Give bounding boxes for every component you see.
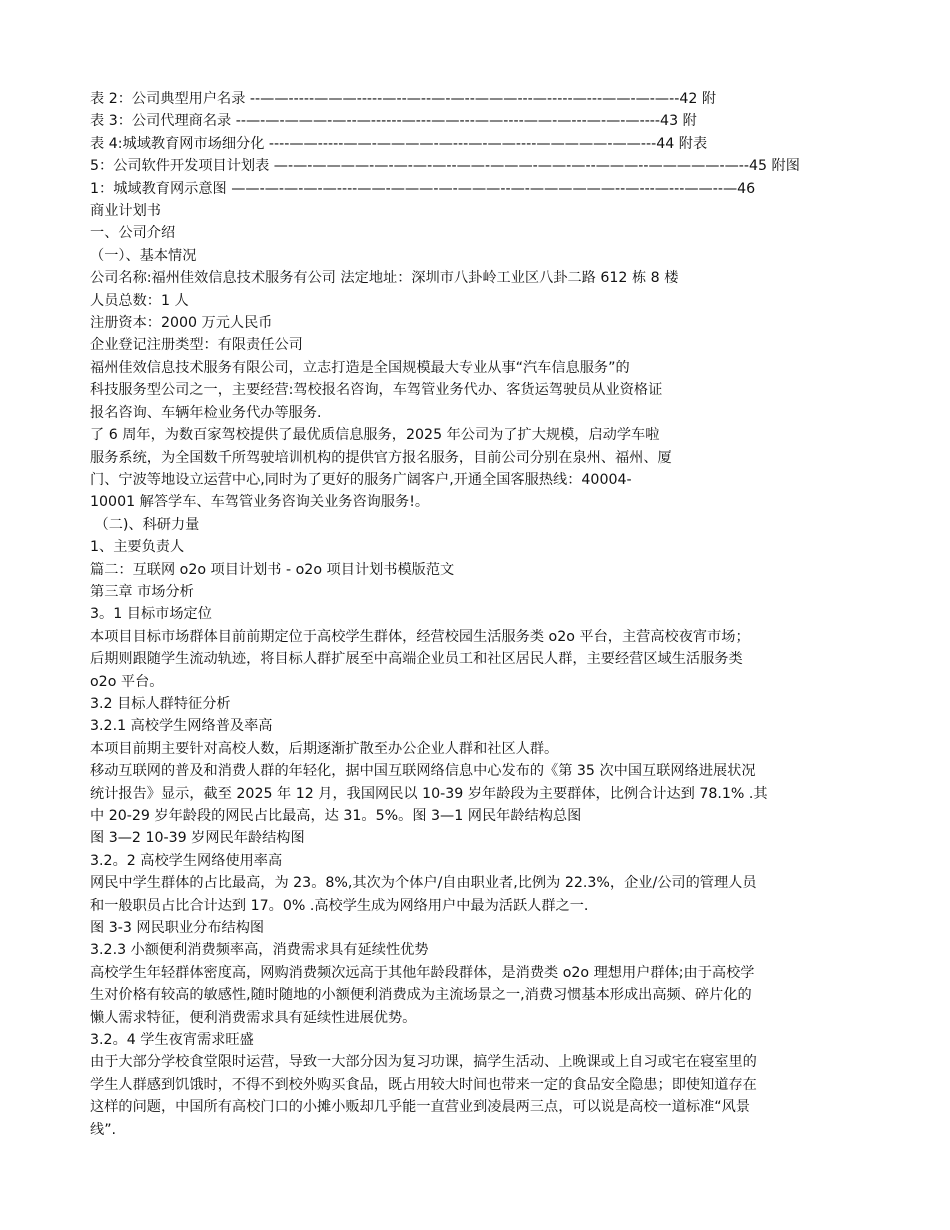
toc-line-table-4: 表 4:城域教育网市场细分化 ----——-----——-————-—---—-——----—————-——---44 附表 xyxy=(90,135,708,152)
article-two-title: 篇二：互联网 o2o 项目计划书 - o2o 项目计划书模版范文 xyxy=(90,561,455,578)
paragraph-line: 高校学生年轻群体密度高，网购消费频次远高于其他年龄段群体，是消费类 o2o 理想用户群体;由于高校学 xyxy=(90,964,755,981)
toc-line-figure-1: 1：城域教育网示意图 ——-—-—-—-—----——-———-—-———--—-——————--—---—---——--—46 xyxy=(90,180,756,197)
paragraph-line: 线”. xyxy=(90,1121,117,1138)
paragraph-line: 本项目前期主要针对高校人数，后期逐渐扩散至办公企业人群和社区人群。 xyxy=(90,740,559,757)
heading-main-leaders: 1、主要负责人 xyxy=(90,539,185,556)
paragraph-line: 服务系统，为全国数千所驾驶培训机构的提供官方报名服务，目前公司分别在泉州、福州、厦 xyxy=(90,449,672,466)
section-3-2-1-heading: 3.2.1 高校学生网络普及率高 xyxy=(90,718,273,735)
paragraph-line: 生对价格有较高的敏感性,随时随地的小额便利消费成为主流场景之一,消费习惯基本形成出高频、碎片化的 xyxy=(90,987,752,1004)
registration-type-line: 企业登记注册类型：有限责任公司 xyxy=(90,337,303,354)
paragraph-line: 本项目目标市场群体目前前期定位于高校学生群体，经营校园生活服务类 o2o 平台，主营高校夜宵市场； xyxy=(90,628,750,645)
paragraph-line: 懒人需求特征，便利消费需求具有延续性进展优势。 xyxy=(90,1009,417,1026)
company-name-line: 公司名称:福州佳效信息技术服务有公司 法定地址：深圳市八卦岭工业区八卦二路 612 栋 8 楼 xyxy=(90,270,679,287)
staff-count-line: 人员总数：1 人 xyxy=(90,292,189,309)
paragraph-line: 了 6 周年，为数百家驾校提供了最优质信息服务，2025 年公司为了扩大规模，启动学车啦 xyxy=(90,427,660,444)
figure-caption-3-2: 图 3—2 10-39 岁网民年龄结构图 xyxy=(90,830,305,847)
section-3-2-2-heading: 3.2。2 高校学生网络使用率高 xyxy=(90,852,283,869)
paragraph-line: 网民中学生群体的占比最高，为 23。8%,其次为个体户/自由职业者,比例为 22.3%，企业/公司的管理人员 xyxy=(90,875,757,892)
paragraph-line: 10001 解答学车、车驾管业务咨询关业务咨询服务!。 xyxy=(90,494,430,511)
paragraph-line: 福州佳效信息技术服务有限公司，立志打造是全国规模最大专业从事“汽车信息服务”的 xyxy=(90,359,630,376)
paragraph-line: 由于大部分学校食堂限时运营，导致一大部分因为复习功课，搞学生活动、上晚课或上自习或宅在寝室里的 xyxy=(90,1054,757,1071)
paragraph-line: 移动互联网的普及和消费人群的年轻化，据中国互联网络信息中心发布的《第 35 次中国互联网络进展状况 xyxy=(90,763,756,780)
paragraph-line: 这样的问题，中国所有高校门口的小摊小贩却几乎能一直营业到凌晨两三点，可以说是高校一道标准“风景 xyxy=(90,1099,750,1116)
paragraph-line: 科技服务型公司之一，主要经营:驾校报名咨询，车驾管业务代办、客货运驾驶员从业资格证 xyxy=(90,382,663,399)
paragraph-line: 后期则跟随学生流动轨迹，将目标人群扩展至中高端企业员工和社区居民人群，主要经营区域生活服务类 xyxy=(90,651,743,668)
section-heading-company-intro: 一、公司介绍 xyxy=(90,225,176,242)
paragraph-line: 门、宁波等地设立运营中心,同时为了更好的服务广阔客户,开通全国客服热线：40004- xyxy=(90,471,632,488)
subsection-heading-research: （二)、科研力量 xyxy=(90,516,200,533)
toc-line-table-3: 表 3：公司代理商名录 --—-—-———-—--—------—---——---——----——-—---—-—-—----43 附 xyxy=(90,113,697,130)
paragraph-line: o2o 平台。 xyxy=(90,673,164,690)
chapter-three-heading: 第三章 市场分析 xyxy=(90,583,194,600)
paragraph-line: 统计报告》显示，截至 2025 年 12 月，我国网民以 10-39 岁年龄段为主要群体，比例合计达到 78.1% .其 xyxy=(90,785,768,802)
paragraph-line: 报名咨询、车辆年检业务代办等服务. xyxy=(90,404,322,421)
subsection-heading-basic-info: （一）、基本情况 xyxy=(90,247,197,264)
toc-line-table-5: 5：公司软件开发项目计划表 —-—-————-—-—-—-—--——-———-——-—--———--—————-—--45 附图 xyxy=(90,158,800,175)
toc-line-table-2: 表 2：公司典型用户名录 --——-----———-----—--—--—-—--———---—-----—---——-—-—--42 附 xyxy=(90,91,717,107)
paragraph-line: 学生人群感到饥饿时，不得不到校外购买食品，既占用较大时间也带来一定的食品安全隐患；即使知道存在 xyxy=(90,1076,757,1093)
paragraph-line: 和一般职员占比合计达到 17。0% .高校学生成为网络用户中最为活跃人群之一. xyxy=(90,897,589,914)
section-3-2-3-heading: 3.2.3 小额便利消费频率高，消费需求具有延续性优势 xyxy=(90,942,429,959)
section-3-1-heading: 3。1 目标市场定位 xyxy=(90,606,212,623)
document-page xyxy=(90,88,865,1141)
section-3-2-4-heading: 3.2。4 学生夜宵需求旺盛 xyxy=(90,1032,254,1049)
figure-caption-3-3: 图 3-3 网民职业分布结构图 xyxy=(90,920,265,937)
doc-heading-business-plan: 商业计划书 xyxy=(90,203,161,220)
paragraph-line: 中 20-29 岁年龄段的网民占比最高，达 31。5%。图 3—1 网民年龄结构总图 xyxy=(90,808,582,824)
section-3-2-heading: 3.2 目标人群特征分析 xyxy=(90,695,231,712)
registered-capital-line: 注册资本：2000 万元人民币 xyxy=(90,315,273,332)
